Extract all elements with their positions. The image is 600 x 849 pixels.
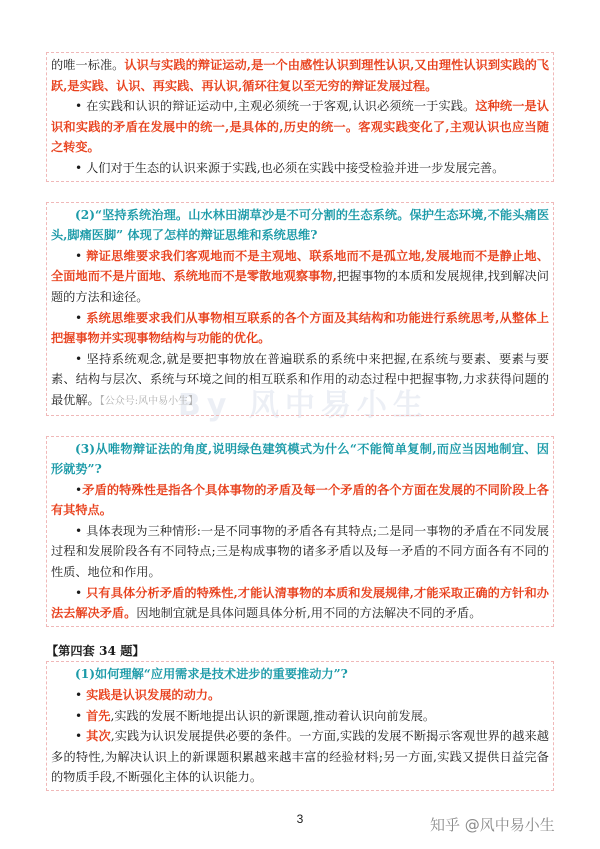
- paragraph: • 只有具体分析矛盾的特殊性,才能认清事物的本质和发展规律,才能采取正确的方针和办法去解决矛盾。因地制宜就是具体问题具体分析,用不同的方法解决不同的矛盾。: [51, 585, 549, 621]
- brand-watermark: 知乎 @风中易小生: [430, 816, 555, 834]
- question-title: (2)“坚持系统治理。山水林田湖草沙是不可分割的生态系统。保护生态环境,不能头痛医头,脚痛医脚” 体现了怎样的辩证思维和系统思维?: [51, 207, 549, 243]
- answer-block-set4: [46, 661, 554, 791]
- paragraph: • 实践是认识发展的动力。: [75, 688, 221, 703]
- page-number: 3: [296, 812, 304, 826]
- source-tag: 【公众号:风中易小生】: [99, 395, 199, 407]
- answer-block-q2: [46, 202, 554, 416]
- paragraph: 的唯一标准。认识与实践的辩证运动,是一个由感性认识到理性认识,又由理性认识到实践的飞跃,是实践、认识、再实践、再认识,循环往复以至无穷的辩证发展过程。: [51, 58, 549, 93]
- section-heading: 【第四套 34 题】: [46, 643, 145, 658]
- paragraph: • 在实践和认识的辩证运动中,主观必须统一于客观,认识必须统一于实践。这种统一是认识和实践的矛盾在发展中的统一,是具体的,历史的统一。客观实践变化了,主观认识也应当随之转变。: [51, 99, 549, 155]
- paragraph: • 坚持系统观念,就是要把事物放在普遍联系的系统中来把握,在系统与要素、要素与要素、结构与层次、系统与环境之间的相互联系和作用的动态过程中把握事物,力求获得问题的最优解。【公众号:风中易小生】: [51, 351, 549, 407]
- paragraph: • 辩证思维要求我们客观地而不是主观地、联系地而不是孤立地,发展地而不是静止地、全面地而不是片面地、系统地而不是零散地观察事物,把握事物的本质和发展规律,找到解决问题的方法和途径。: [51, 248, 549, 304]
- paragraph: • 人们对于生态的认识来源于实践,也必须在实践中接受检验并进一步发展完善。: [75, 160, 505, 175]
- question-title: (3)从唯物辩证法的角度,说明绿色建筑模式为什么“不能简单复制,而应当因地制宜、因形就势”?: [51, 441, 549, 477]
- content-area: [46, 52, 554, 791]
- paragraph: •矛盾的特殊性是指各个具体事物的矛盾及每一个矛盾的各个方面在发展的不同阶段上各有其特点。: [51, 482, 549, 518]
- paragraph: • 其次,实践为认识发展提供必要的条件。一方面,实践的发展不断揭示客观世界的越来越多的特性,为解决认识上的新课题积累越来越丰富的经验材料;另一方面,实践又提供日益完备的物质手段,不断强化主体的认识能力。: [51, 729, 549, 785]
- paragraph: • 具体表现为三种情形:一是不同事物的矛盾各有其特点;二是同一事物的矛盾在不同发展过程和发展阶段各有不同特点;三是构成事物的诸多矛盾以及每一矛盾的不同方面各有不同的性质、地位和作用。: [51, 523, 549, 580]
- question-title: (1)如何理解“应用需求是技术进步的重要推动力”?: [75, 667, 348, 682]
- answer-block-q3: [46, 436, 554, 627]
- paragraph: • 首先,实践的发展不断地提出认识的新课题,推动着认识向前发展。: [75, 708, 436, 723]
- paragraph: • 系统思维要求我们从事物相互联系的各个方面及其结构和功能进行系统思考,从整体上把握事物并实现事物结构与功能的优化。: [51, 310, 549, 346]
- answer-block-intro: [46, 52, 554, 182]
- watermark: By 风中易小生: [178, 388, 429, 423]
